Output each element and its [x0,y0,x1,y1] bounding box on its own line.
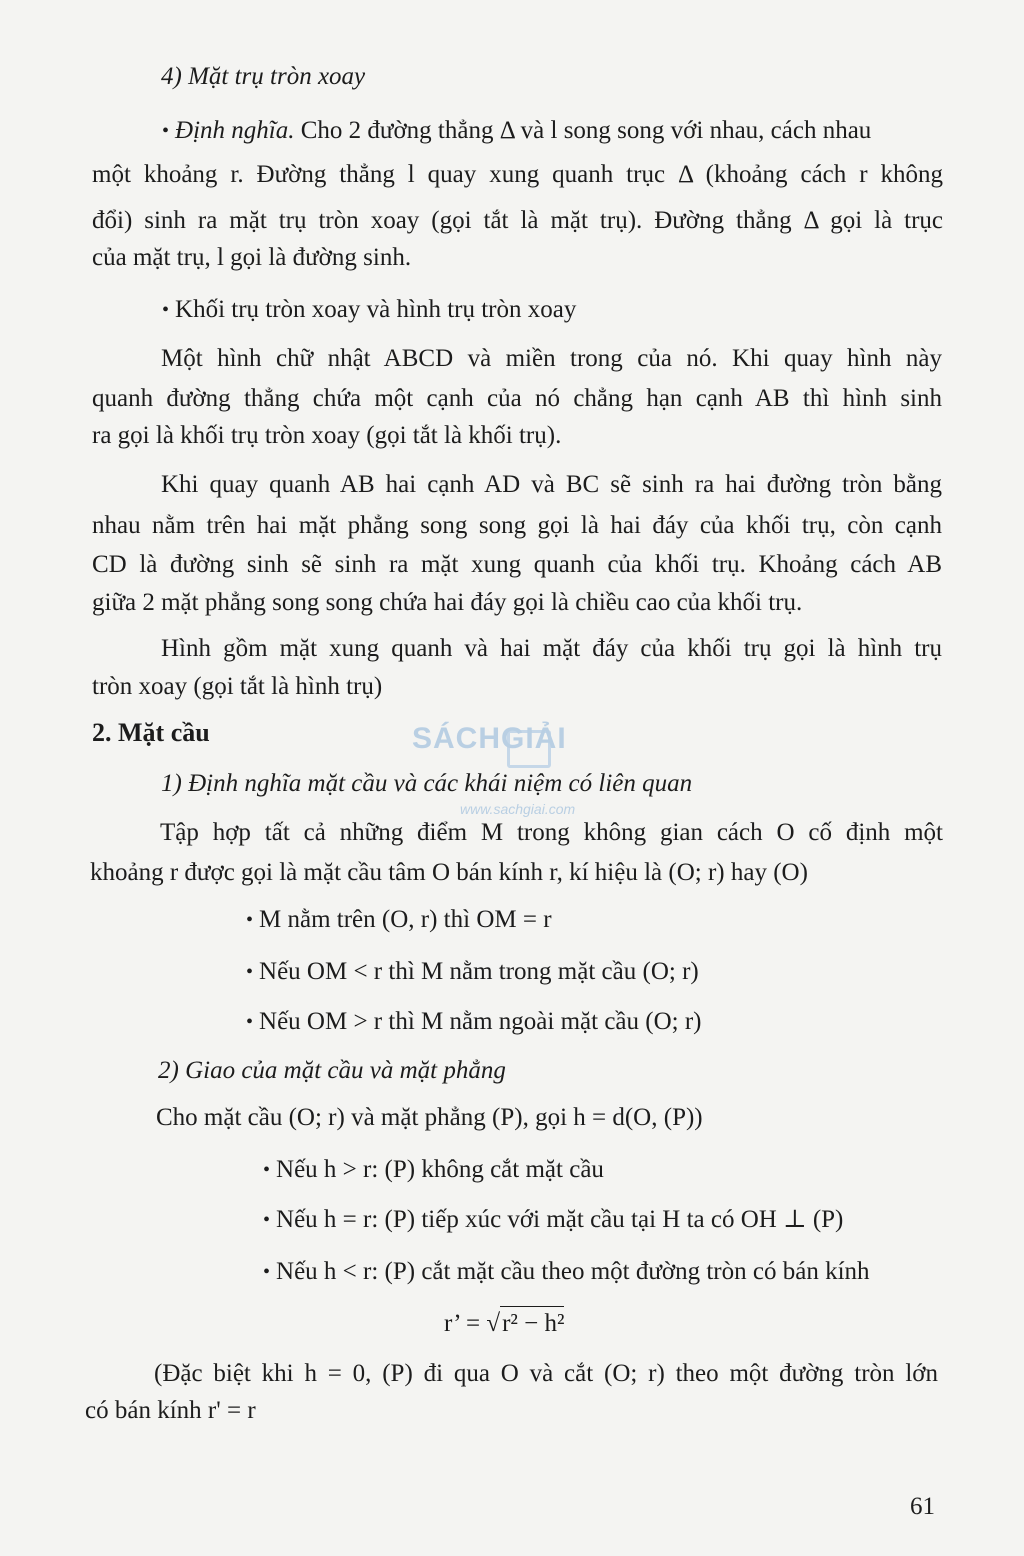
bullet-icon: • [162,299,170,321]
sqrt-icon: √ [486,1310,501,1337]
solid-paragraph-1-line-3: ra gọi là khối trụ tròn xoay (gọi tắt là khối trụ). [92,422,562,449]
sphere-section-title: 2. Mặt cầu [92,718,210,747]
solid-heading-text: Khối trụ tròn xoay và hình trụ tròn xoay [175,296,577,323]
intersection-bullet-1 [263,1153,604,1188]
sphere-definition-line-2: khoảng r được gọi là mặt cầu tâm O bán kính r, kí hiệu là (O; r) hay (O) [90,859,808,886]
heading-text: 4) Mặt trụ tròn xoay [161,63,366,90]
solid-paragraph-2-line-3: CD là đường sinh sẽ sinh ra mặt xung quanh của khối trụ. Khoảng cách AB [92,551,942,578]
bullet-text: Nếu OM > r thì M nằm ngoài mặt cầu (O; r) [259,1008,702,1035]
bullet-text: M nằm trên (O, r) thì OM = r [259,906,552,933]
intersection-bullet-3 [263,1255,870,1290]
intersection-bullet-2 [263,1203,843,1238]
solid-paragraph-1-line-1: Một hình chữ nhật ABCD và miền trong của nó. Khi quay hình này [161,345,942,372]
definition-line-3: đổi) sinh ra mặt trụ tròn xoay (gọi tắt là mặt trụ). Đường thẳng Δ gọi là trục [92,207,943,234]
watermark-url: www.sachgiai.com [460,801,576,817]
radius-formula [444,1306,564,1341]
solid-paragraph-2-line-4: giữa 2 mặt phẳng song song chứa hai đáy gọi là chiều cao của khối trụ. [92,589,803,616]
definition-line-4: của mặt trụ, l gọi là đường sinh. [92,244,412,271]
solid-heading [162,293,576,328]
intersection-line: Cho mặt cầu (O; r) và mặt phẳng (P), gọi h = d(O, (P)) [156,1104,703,1131]
watermark-brand: SÁCHGIẢI [412,722,567,755]
solid-paragraph-3-line-1: Hình gồm mặt xung quanh và hai mặt đáy của khối trụ gọi là hình trụ [161,635,942,662]
special-case-line-2: có bán kính r' = r [85,1397,256,1424]
sphere-definition-heading: 1) Định nghĩa mặt cầu và các khái niệm có liên quan [161,770,693,797]
special-case-line-1: (Đặc biệt khi h = 0, (P) đi qua O và cắt (O; r) theo một đường tròn lớn [154,1360,938,1387]
bullet-icon: • [162,120,170,142]
intersection-heading [158,1054,506,1088]
bullet-icon: • [263,1209,271,1231]
solid-paragraph-1-line-2: quanh đường thẳng chứa một cạnh của nó chẳng hạn cạnh AB thì hình sinh [92,385,942,412]
sphere-definition-line-1: Tập hợp tất cả những điểm M trong không gian cách O cố định một [160,819,943,846]
sphere-bullet-3 [246,1005,701,1040]
intersection-number: 2) Giao của mặt cầu và mặt phẳng [158,1057,506,1084]
definition-text: Cho 2 đường thẳng Δ và l song song với nhau, cách nhau [300,117,872,144]
formula-lhs: r’ = [444,1310,481,1337]
sphere-bullet-2 [246,955,699,990]
definition-line-1 [162,114,871,149]
bullet-icon: • [263,1261,271,1283]
bullet-text: Nếu h < r: (P) cắt mặt cầu theo một đường tròn có bán kính [276,1258,870,1285]
bullet-icon: • [263,1159,271,1181]
page-number: 61 [910,1493,935,1520]
solid-paragraph-2-line-2: nhau nằm trên hai mặt phẳng song song gọi là hai đáy của khối trụ, còn cạnh [92,512,942,539]
definition-label: Định nghĩa. [175,117,295,144]
solid-paragraph-3-line-2: tròn xoay (gọi tắt là hình trụ) [92,673,383,700]
bullet-icon: • [246,961,254,983]
bullet-icon: • [246,909,254,931]
solid-paragraph-2-line-1: Khi quay quanh AB hai cạnh AD và BC sẽ sinh ra hai đường tròn bằng [161,471,942,498]
bullet-text: Nếu h = r: (P) tiếp xúc với mặt cầu tại H ta có OH ⊥ (P) [276,1206,844,1233]
formula-radicand: r² − h² [500,1306,564,1341]
definition-line-2: một khoảng r. Đường thẳng l quay xung quanh trục Δ (khoảng cách r không [92,161,943,188]
sphere-bullet-1 [246,903,552,938]
bullet-text: Nếu h > r: (P) không cắt mặt cầu [276,1156,604,1183]
bullet-icon: • [246,1011,254,1033]
bullet-text: Nếu OM < r thì M nằm trong mặt cầu (O; r) [259,958,699,985]
section-heading-cylinder [161,60,365,94]
